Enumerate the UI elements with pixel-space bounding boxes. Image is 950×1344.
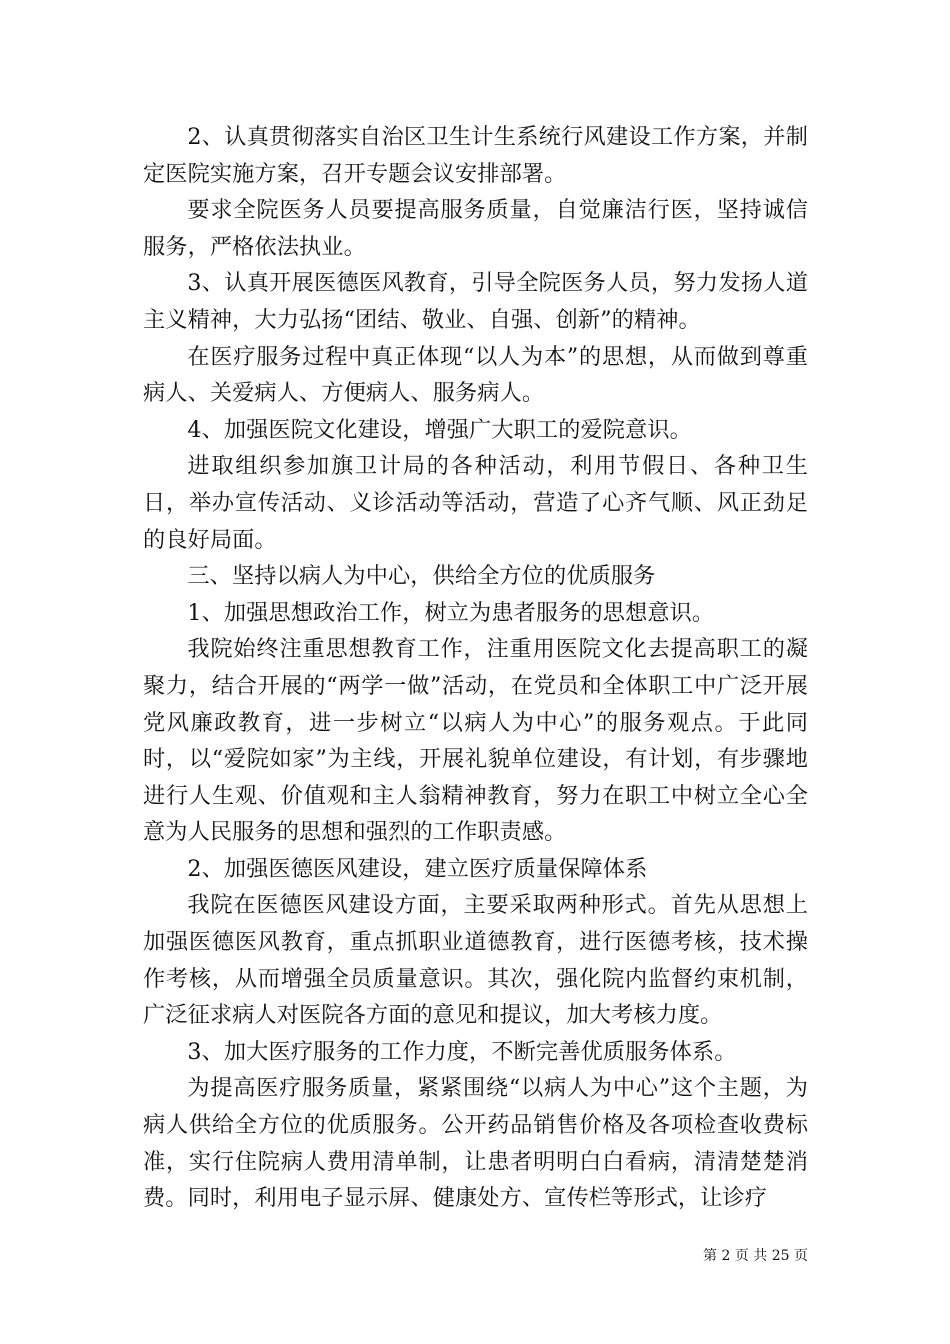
section-heading: 三、坚持以病人为中心，供给全方位的优质服务 [187, 563, 656, 590]
document-body [143, 119, 808, 1217]
paragraph: 3、加大医疗服务的工作力度，不断完善优质服务体系。 [187, 1038, 737, 1065]
paragraph: 4、加强医院文化建设，增强广大职工的爱院意识。 [187, 416, 692, 443]
paragraph: 3、认真开展医德医风教育，引导全院医务人员，努力发扬人道主义精神，大力弘扬“团结、敬业、自强、创新”的精神。 [143, 270, 808, 333]
paragraph: 2、认真贯彻落实自治区卫生计生系统行风建设工作方案，并制定医院实施方案，召开专题会议安排部署。 [143, 124, 808, 187]
paragraph: 要求全院医务人员要提高服务质量，自觉廉洁行医，坚持诚信服务，严格依法执业。 [143, 197, 808, 260]
paragraph: 我院始终注重思想教育工作，注重用医院文化去提高职工的凝聚力，结合开展的“两学一做”活动，在党员和全体职工中广泛开展党风廉政教育，进一步树立“以病人为中心”的服务观点。于此同时，以“爱院如家”为主线，开展礼貌单位建设，有计划，有步骤地进行人生观、价值观和主人翁精神教育，努力在职工中树立全心全意为人民服务的思想和强烈的工作职责感。 [143, 636, 808, 846]
paragraph: 1、加强思想政治工作，树立为患者服务的思想意识。 [187, 599, 715, 626]
paragraph: 在医疗服务过程中真正体现“以人为本”的思想，从而做到尊重病人、关爱病人、方便病人、服务病人。 [143, 343, 808, 407]
paragraph: 我院在医德医风建设方面，主要采取两种形式。首先从思想上加强医德医风教育，重点抓职业道德教育，进行医德考核，技术操作考核，从而增强全员质量意识。其次，强化院内监督约束机制，广泛征求病人对医院各方面的意见和提议，加大考核力度。 [143, 892, 808, 1029]
paragraph: 为提高医疗服务质量，紧紧围绕“以病人为中心”这个主题，为病人供给全方位的优质服务。公开药品销售价格及各项检查收费标准，实行住院病人费用清单制，让患者明明白白看病，清清楚楚消费。同时，利用电子显示屏、健康处方、宣传栏等形式，让诊疗 [143, 1075, 808, 1212]
paragraph: 进取组织参加旗卫计局的各种活动，利用节假日、各种卫生日，举办宣传活动、义诊活动等活动，营造了心齐气顺、风正劲足的良好局面。 [143, 453, 808, 553]
page-number-footer: 第 2 页 共 25 页 [703, 1248, 808, 1264]
paragraph: 2、加强医德医风建设，建立医疗质量保障体系 [187, 855, 648, 882]
